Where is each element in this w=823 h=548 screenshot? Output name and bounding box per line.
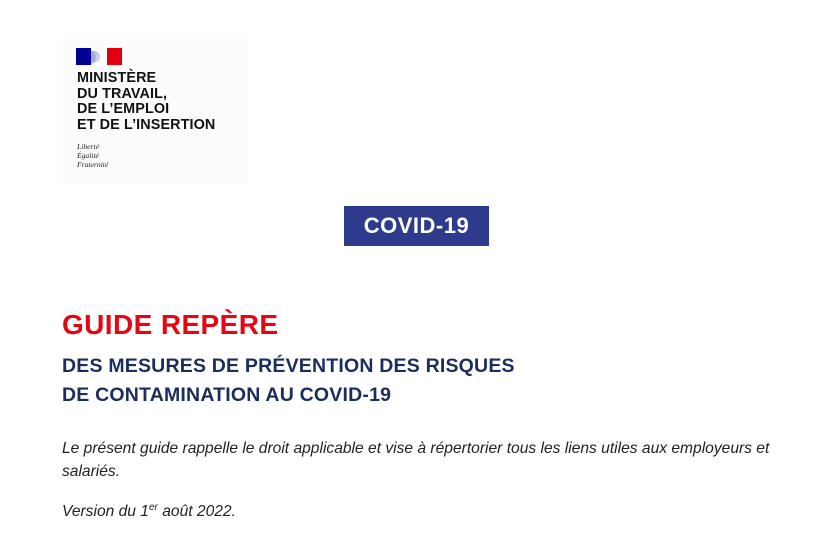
republic-motto bbox=[77, 142, 108, 169]
ministry-line: DE L’EMPLOI bbox=[77, 101, 170, 118]
version-ordinal: er bbox=[148, 502, 158, 513]
ministry-line: DU TRAVAIL, bbox=[77, 85, 168, 102]
ministry-line: MINISTÈRE bbox=[77, 70, 157, 86]
ministry-name bbox=[77, 71, 215, 133]
covid-badge: COVID-19 bbox=[344, 206, 489, 246]
motto-line: Fraternité bbox=[77, 160, 109, 169]
marianne-flag-icon bbox=[76, 48, 122, 65]
subtitle-line: DES MESURES DE PRÉVENTION DES RISQUES bbox=[62, 355, 515, 377]
version-date bbox=[62, 502, 236, 521]
version-suffix: août 2022. bbox=[157, 503, 236, 521]
intro-paragraph: Le présent guide rappelle le droit applicable et vise à répertorier tous les liens utiles aux employeurs et salariés. bbox=[62, 440, 770, 480]
guide-title: GUIDE REPÈRE bbox=[62, 309, 279, 340]
motto-line: Égalité bbox=[77, 151, 99, 160]
ministry-logo bbox=[62, 38, 248, 184]
guide-subtitle bbox=[62, 352, 515, 410]
motto-line: Liberté bbox=[77, 142, 99, 151]
subtitle-line: DE CONTAMINATION AU COVID-19 bbox=[62, 384, 392, 406]
version-prefix: Version du 1 bbox=[62, 503, 149, 521]
ministry-line: ET DE L’INSERTION bbox=[77, 116, 216, 133]
